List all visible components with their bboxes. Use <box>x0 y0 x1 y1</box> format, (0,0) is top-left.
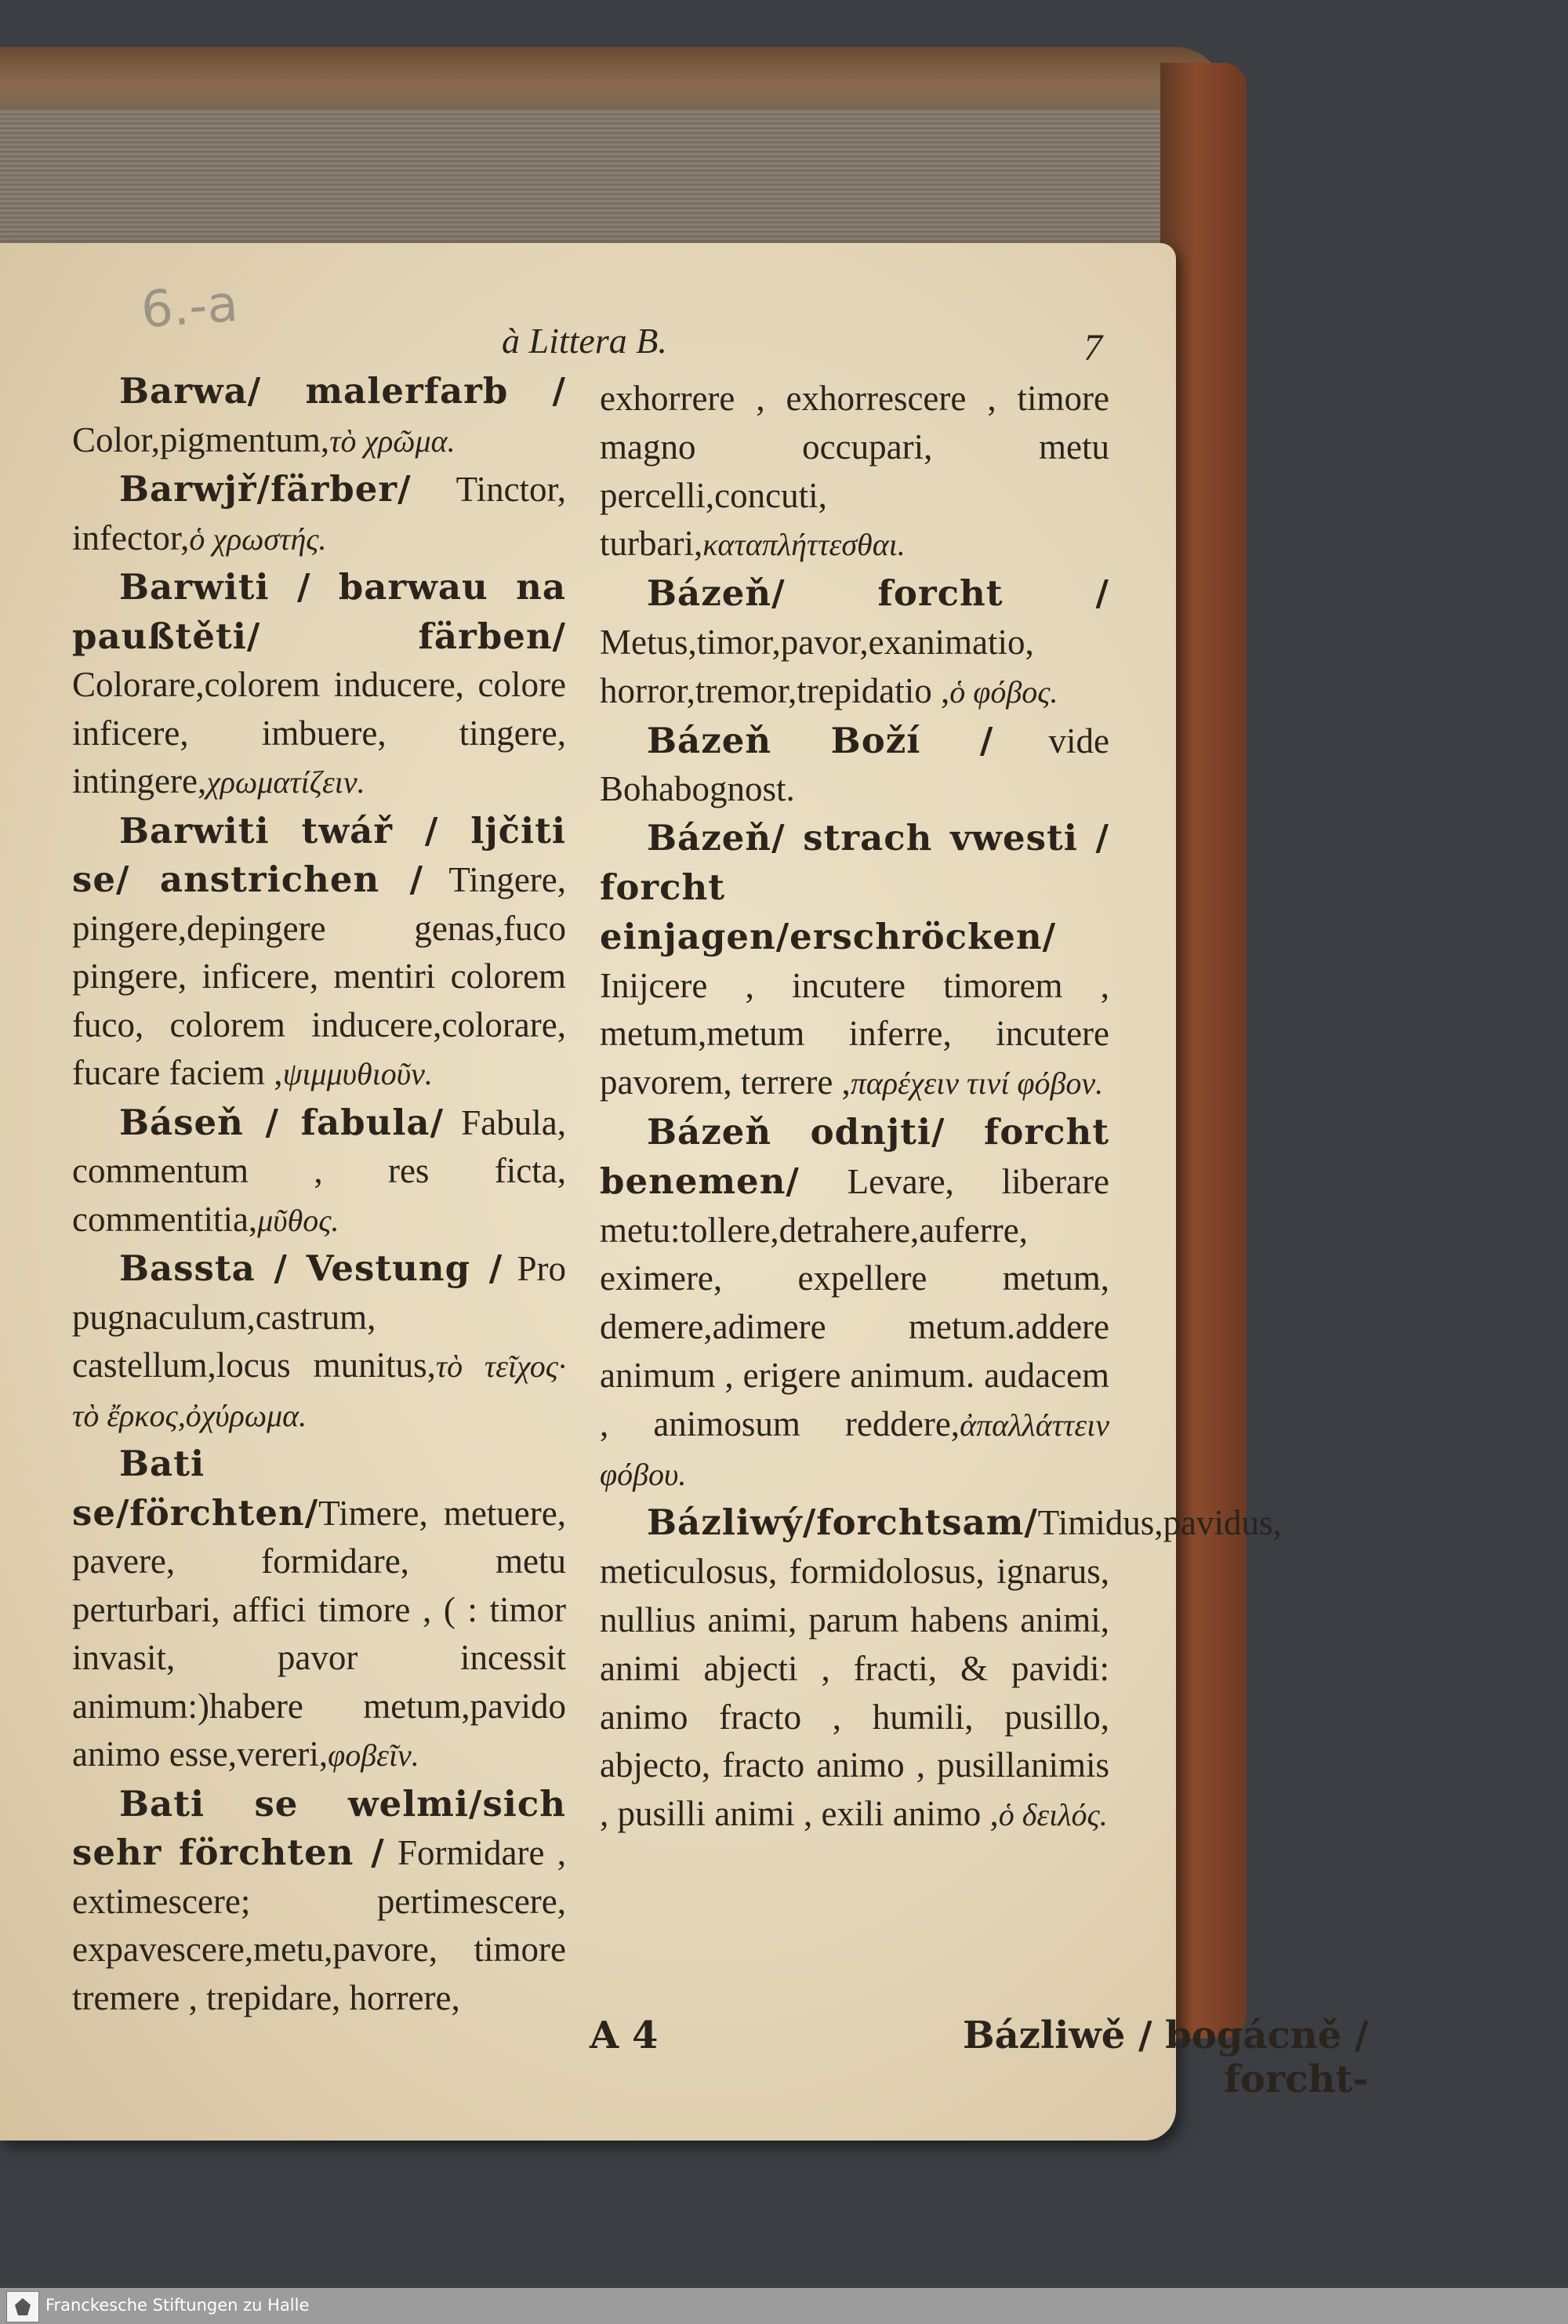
dictionary-entry <box>72 1780 566 2023</box>
running-head: à Littera B. <box>502 321 667 361</box>
entry-headword: Bati se/förchten/ <box>72 1443 319 1534</box>
entry-headword: Barwiti / barwau na paußtěti/ färben/ <box>72 566 566 657</box>
catchword-line-1: Bázliwě / bogácně / <box>963 2014 1369 2057</box>
entry-headword: Bassta / Vestung / <box>119 1247 503 1289</box>
entry-headword: Bázeň/ strach vwesti / forcht einjagen/erschröcken/ <box>600 817 1109 957</box>
page-stack <box>0 110 1207 251</box>
entry-definition: vide Bohabognost. <box>600 721 1110 809</box>
entry-definition: Fabula, commentum , res ficta, commentitia, <box>72 1102 567 1239</box>
dictionary-entry <box>600 814 1109 1108</box>
entry-greek: χρωματίζειν. <box>206 764 365 800</box>
dictionary-entry <box>72 465 566 563</box>
entry-greek: ἀπαλλάττειν φόβου. <box>600 1407 1109 1492</box>
dictionary-entry <box>72 367 566 465</box>
footer-institution: Franckesche Stiftungen zu Halle <box>45 2296 310 2315</box>
dictionary-entry <box>72 1098 566 1245</box>
entry-greek: ὁ δειλός. <box>998 1797 1108 1833</box>
footer-bar <box>0 2288 1568 2324</box>
institution-logo-icon <box>6 2291 39 2322</box>
entry-greek: μῦθος. <box>257 1202 339 1238</box>
entry-greek: ψιμμυθιοῦν. <box>282 1056 433 1091</box>
entry-headword: Bázeň Boží / <box>647 719 994 761</box>
entry-greek: ὁ φόβος. <box>949 674 1058 710</box>
entry-greek: καταπλήττεσθαι. <box>702 527 906 563</box>
entry-headword: Bázeň odnjti/ forcht benemen/ <box>600 1110 1109 1202</box>
entry-definition: exhorrere , exhorrescere , timore magno occupari, metu percelli,concuti, turbari, <box>600 379 1109 564</box>
entry-definition: Formidare , extimescere; pertimescere, expavescere,metu,pavore, timore tremere , trepidare, horrere, <box>72 1833 566 2017</box>
entry-definition: Colorare,colorem inducere, colore inficere, imbuere, tingere, intingere, <box>72 665 566 801</box>
entry-greek: παρέχειν τινί φόβον. <box>850 1066 1104 1102</box>
dictionary-entry <box>600 1108 1109 1498</box>
entry-definition: Tingere, pingere,depingere genas,fuco pingere, inficere, mentiri colorem fuco, colorem inducere,colorare, fucare faciem , <box>72 860 566 1092</box>
catchword <box>963 2014 1368 2101</box>
dictionary-entry <box>72 563 566 807</box>
entry-definition: Inijcere , incutere timorem , metum,metum inferre, incutere pavorem, terrere , <box>600 965 1109 1102</box>
entry-greek: φοβεῖν. <box>328 1738 419 1773</box>
entry-headword: Barwjř/färber/ <box>119 468 412 510</box>
right-column <box>600 375 1282 1839</box>
entry-definition: Metus,timor,pavor,exanimatio, horror,tremor,trepidatio , <box>600 622 1034 710</box>
dictionary-entry <box>600 569 1109 716</box>
page-number: 7 <box>1083 327 1102 369</box>
entry-greek: τὸ τεῖχος· τὸ ἔρκος,ὀχύρωμα. <box>72 1349 567 1433</box>
entry-definition: Color,pigmentum, <box>72 419 330 459</box>
entry-greek: τὸ χρῶμα. <box>329 423 456 459</box>
entry-headword: Barwiti twář / ljčiti se/ anstrichen / <box>72 809 566 900</box>
pencil-annotation: 6.-a <box>139 274 240 340</box>
entry-headword: Báseň / fabula/ <box>119 1101 445 1143</box>
dictionary-entry <box>600 717 1109 815</box>
left-column <box>72 367 566 2022</box>
dictionary-entry <box>72 1244 566 1440</box>
entry-definition: Timidus,pavidus, meticulosus, formidolosus, ignarus, nullius animi, parum habens animi, animi abjecti , fracti, & pavidi: animo fracto , humili, pusillo, abjecto, fracto animo , pusillanimis , pusilli animi , exili animo , <box>600 1503 1282 1834</box>
catchword-line-2: forcht- <box>1224 2057 1369 2101</box>
entry-headword: Bázeň/ forcht / <box>647 572 1109 615</box>
entry-definition: Levare, liberare metu:tollere,detrahere,auferre, eximere, expellere metum, demere,adimere metum.addere animum , erigere animum. audacem , animosum reddere, <box>600 1161 1109 1443</box>
entry-definition: Timere, metuere, pavere, formidare, metu perturbari, affici timore , ( : timor invasit, pavor incessit animum:)habere metum,pavido animo esse,vereri, <box>72 1493 566 1774</box>
entry-definition: Tinctor, infector, <box>72 470 566 557</box>
dictionary-entry <box>600 1498 1282 1839</box>
dictionary-entry <box>72 1440 566 1780</box>
dictionary-entry <box>72 807 566 1098</box>
signature-mark: A 4 <box>590 2014 659 2057</box>
entry-headword: Barwa/ malerfarb / <box>119 370 566 412</box>
dictionary-entry <box>600 375 1109 569</box>
entry-greek: ὁ χρωστής. <box>189 521 327 557</box>
entry-definition: Pro pugnaculum,castrum, castellum,locus munitus, <box>72 1249 566 1385</box>
entry-headword: Bázliwý/forchtsam/ <box>647 1502 1038 1544</box>
entry-headword: Bati se welmi/sich sehr förchten / <box>72 1782 566 1873</box>
